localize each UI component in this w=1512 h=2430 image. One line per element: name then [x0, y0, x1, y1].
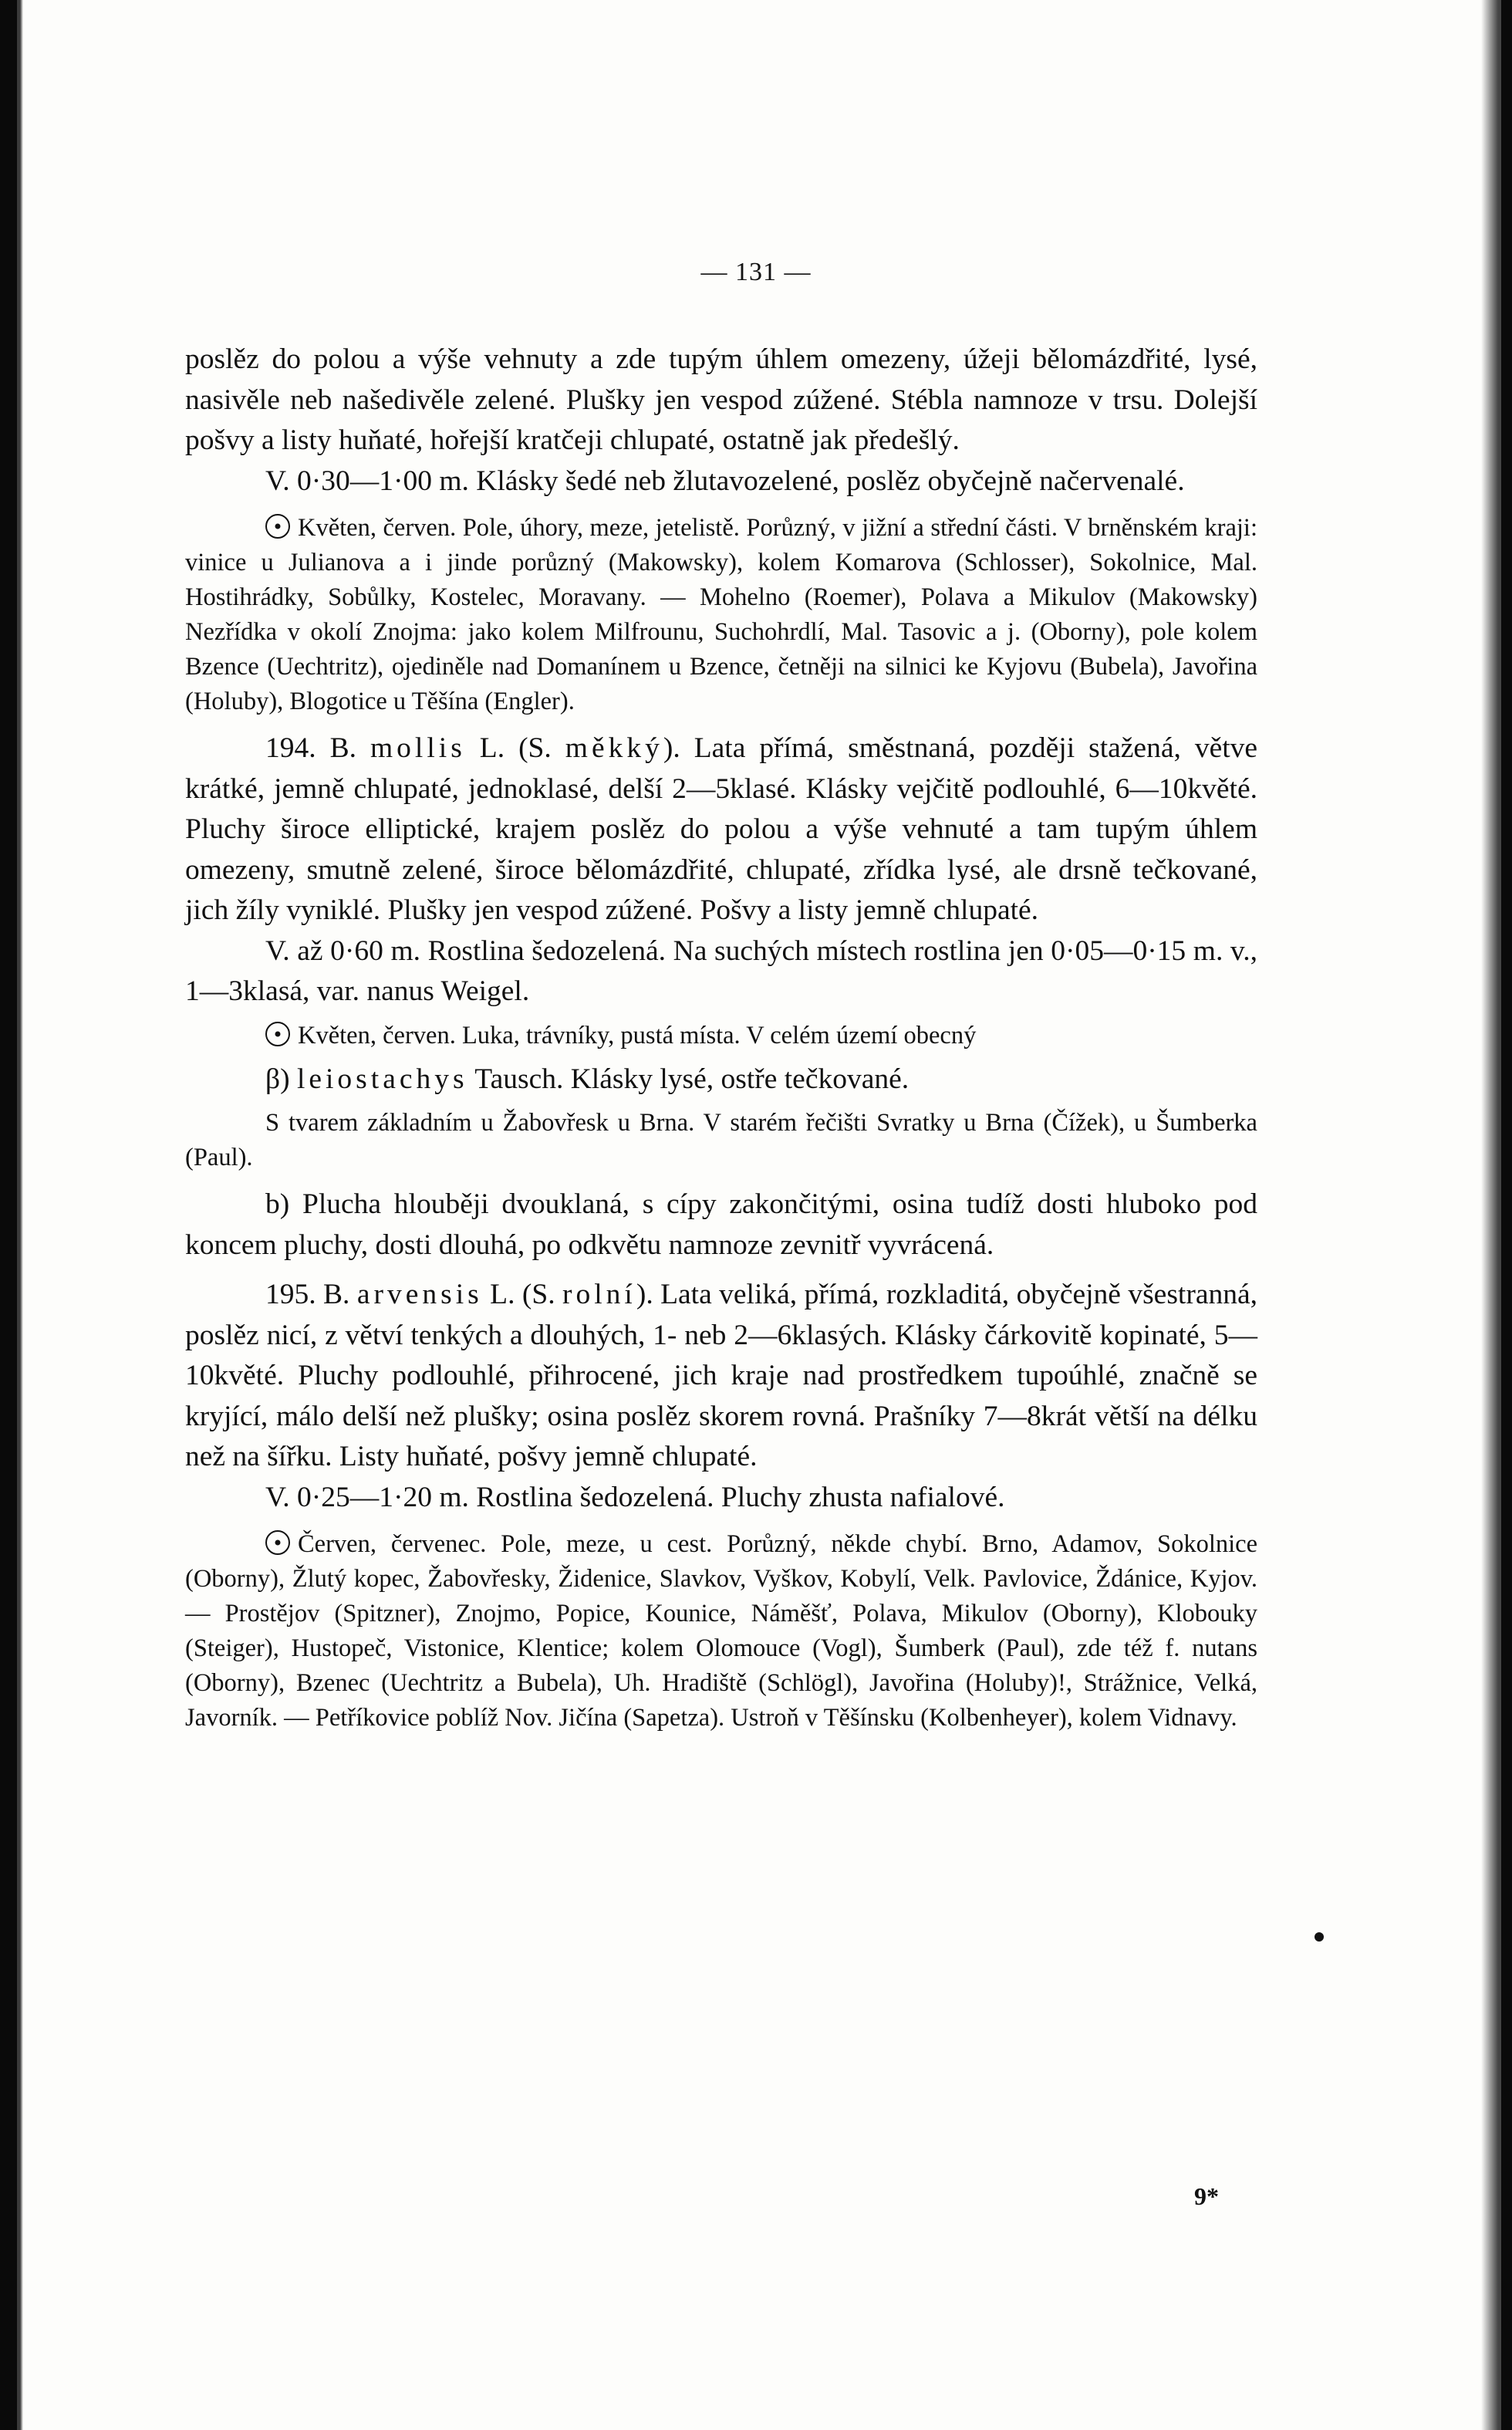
margin-dot	[1315, 1932, 1324, 1942]
page-body	[185, 340, 1257, 1735]
species-entry-194: 194. B. mollis L. (S. měkký). Lata přímá, směstnaná, později stažená, větve krátké, jemně chlupaté, jednoklasé, delší 2—5klasé. Klásky vejčitě podlouhlé, 6—10květé. Pluchy široce elliptické, krajem poslěz do polou a výše vehnuté a tam tupým úhlem omezeny, smutně zelené, široce bělomázdřité, chlupaté, zřídka lysé, ale drsně tečkované, jich žíly vyniklé. Plušky jen vespod zúžené. Pošvy a listy jemně chlupaté.	[185, 732, 1258, 926]
page-number: — 131 —	[700, 258, 812, 286]
paragraph-height-note: V. až 0·60 m. Rostlina šedozelená. Na suchých místech rostlina jen 0·05—0·15 m. v., 1—3klasá, var. nanus Weigel.	[185, 934, 1257, 1007]
scan-edge-right	[1481, 0, 1512, 2430]
paragraph-distribution: Květen, červen. Luka, trávníky, pustá místa. V celém území obecný	[185, 1019, 1257, 1053]
annual-symbol-icon	[265, 514, 290, 539]
species-entry-195: 195. B. arvensis L. (S. rolní). Lata veliká, přímá, rozkladitá, obyčejně všestranná, poslěz nicí, z větví tenkých a dlouhých, 1- neb 2—6klasých. Klásky čárkovitě kopinaté, 5—10květé. Pluchy podlouhlé, přihrocené, jich kraje nad prostředkem tupoúhlé, značně se kryjící, málo delší než plušky; osina poslěz skorem rovná. Prašníky 7—8krát větší na délku než na šířku. Listy huňaté, pošvy jemně chlupaté.	[185, 1279, 1257, 1472]
species-name: arvensis	[356, 1279, 483, 1310]
variety-name: leiostachys	[296, 1063, 468, 1095]
paragraph-distribution: Červen, červenec. Pole, meze, u cest. Porůzný, někde chybí. Brno, Adamov, Sokolnice (Oborny), Žlutý kopec, Žabovřesky, Židenice, Slavkov, Vyškov, Kobylí, Velk. Pavlovice, Ždánice, Kyjov. — Prostějov (Spitzner), Znojmo, Popice, Kounice, Náměšť, Polava, Mikulov (Oborny), Klobouky (Steiger), Hustopeč, Vistonice, Klentice; kolem Olomouce (Vogl), Šumberk (Paul), zde též f. nutans (Oborny), Bzenec (Uechtritz a Bubela), Uh. Hradiště (Schlögl), Javořina (Holuby)!, Strážnice, Velká, Javorník. — Petříkovice poblíž Nov. Jičína (Sapetza). Ustroň v Těšínsku (Kolbenheyer), kolem Vidnavy.	[185, 1530, 1257, 1732]
annual-symbol-icon	[265, 1530, 290, 1555]
paragraph-distribution: Květen, červen. Pole, úhory, meze, jetelistě. Porůzný, v jižní a střední části. V brněnském kraji: vinice u Julianova a i jinde porůzný (Makowsky), kolem Komarova (Schlosser), Sokolnice, Mal. Hostihrádky, Sobůlky, Kostelec, Moravany. — Mohelno (Roemer), Polava a Mikulov (Makowsky) Nezřídka v okolí Znojma: jako kolem Milfrounu, Suchohrdlí, Mal. Tasovic a j. (Oborny), pole kolem Bzence (Uechtritz), ojediněle nad Domanínem u Bzence, četněji na silnici ke Kyjovu (Bubela), Javořina (Holuby), Blogotice u Těšína (Engler).	[185, 514, 1257, 715]
paragraph-continuation: poslěz do polou a výše vehnuty a zde tupým úhlem omezeny, úžeji bělomázdřité, lysé, nasivěle neb našedivěle zelené. Plušky jen vespod zúžené. Stébla namnoze v trsu. Dolejší pošvy a listy huňaté, hořejší kratčeji chlupaté, ostatně jak předešlý.	[185, 343, 1257, 456]
paragraph-locality: S tvarem základním u Žabovřesk u Brna. V starém řečišti Svratky u Brna (Čížek), u Šumberka (Paul).	[185, 1109, 1257, 1171]
species-czech-name: měkký	[565, 732, 663, 764]
annual-symbol-icon	[265, 1022, 290, 1046]
paragraph-section-b: b) Plucha hlouběji dvouklaná, s cípy zakončitými, osina tudíž dosti hluboko pod koncem pluchy, dosti dlouhá, po odkvětu namnoze zevnitř vyvrácená.	[185, 1188, 1257, 1261]
species-name: mollis	[370, 732, 466, 764]
variety-entry: β) leiostachys Tausch. Klásky lysé, ostře tečkované.	[265, 1063, 910, 1095]
scan-edge-left	[0, 0, 23, 2430]
species-czech-name: rolní	[562, 1279, 636, 1310]
paragraph-height-note: V. 0·30—1·00 m. Klásky šedé neb žlutavozelené, poslěz obyčejně načervenalé.	[265, 465, 1185, 497]
signature-mark: 9*	[1194, 2182, 1219, 2210]
paragraph-height-note: V. 0·25—1·20 m. Rostlina šedozelená. Pluchy zhusta nafialové.	[265, 1481, 1005, 1513]
